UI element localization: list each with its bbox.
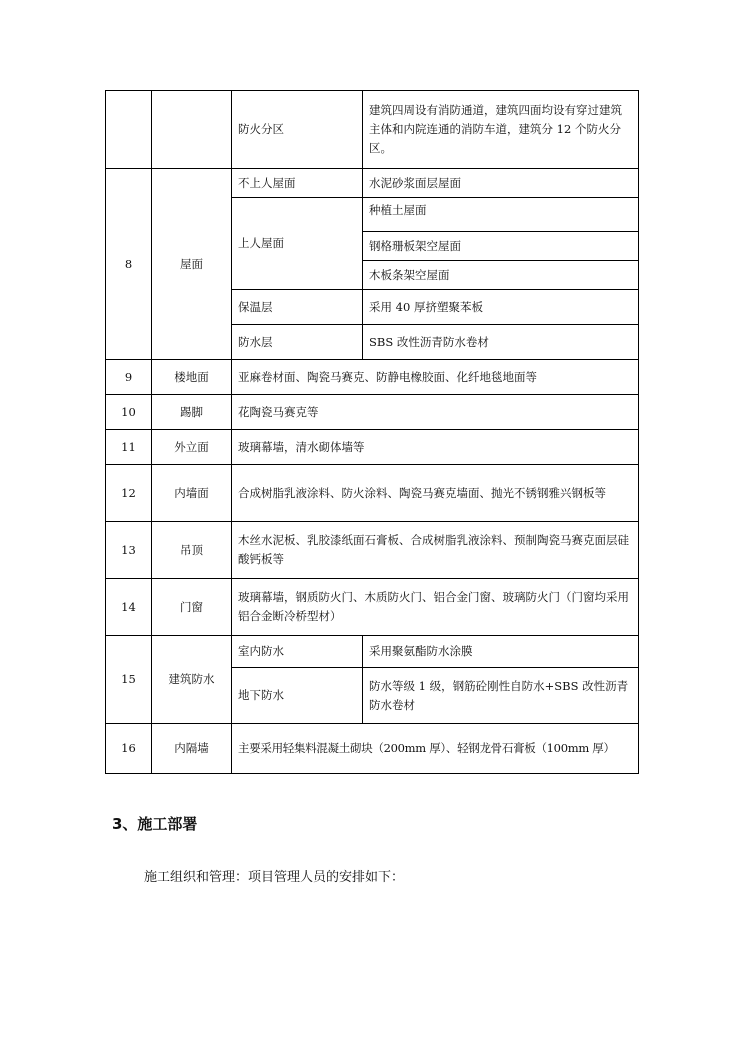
row-item-cell: 不上人屋面 [232, 169, 363, 198]
row-description-cell: 种植土屋面 [363, 198, 639, 232]
row-description-cell: 水泥砂浆面层屋面 [363, 169, 639, 198]
building-spec-table [105, 90, 639, 774]
row-description-cell: 木丝水泥板、乳胶漆纸面石膏板、合成树脂乳液涂料、预制陶瓷马赛克面层硅酸钙板等 [232, 522, 639, 579]
row-item-cell: 防火分区 [232, 91, 363, 169]
table-row [106, 724, 639, 774]
row-item-cell: 上人屋面 [232, 198, 363, 290]
row-number-cell: 8 [106, 169, 152, 360]
row-description-cell: 亚麻卷材面、陶瓷马赛克、防静电橡胶面、化纤地毯地面等 [232, 360, 639, 395]
row-description-cell: 钢格珊板架空屋面 [363, 232, 639, 261]
row-number-cell: 9 [106, 360, 152, 395]
row-description-cell: 采用聚氨酯防水涂膜 [363, 636, 639, 668]
row-category-cell: 建筑防水 [152, 636, 232, 724]
row-description-cell: 合成树脂乳液涂料、防火涂料、陶瓷马赛克墙面、抛光不锈钢雅兴钢板等 [232, 465, 639, 522]
row-category-cell: 内墙面 [152, 465, 232, 522]
row-item-cell: 保温层 [232, 290, 363, 325]
row-number-cell: 16 [106, 724, 152, 774]
row-number-cell: 12 [106, 465, 152, 522]
row-description-cell: 主要采用轻集料混凝土砌块（200mm 厚）、轻钢龙骨石膏板（100mm 厚） [232, 724, 639, 774]
row-item-cell: 地下防水 [232, 668, 363, 724]
body-paragraph: 施工组织和管理：项目管理人员的安排如下： [144, 870, 405, 885]
table-row [106, 636, 639, 668]
row-number-cell: 13 [106, 522, 152, 579]
row-category-cell: 楼地面 [152, 360, 232, 395]
row-number-cell [106, 91, 152, 169]
row-description-cell: 玻璃幕墙，钢质防火门、木质防火门、铝合金门窗、玻璃防火门（门窗均采用铝合金断冷桥型材） [232, 579, 639, 636]
row-category-cell: 内隔墙 [152, 724, 232, 774]
table-row [106, 465, 639, 522]
table-row [106, 430, 639, 465]
row-item-cell: 室内防水 [232, 636, 363, 668]
table-row [106, 360, 639, 395]
row-description-cell: 玻璃幕墙，清水砌体墙等 [232, 430, 639, 465]
row-category-cell: 吊顶 [152, 522, 232, 579]
row-category-cell: 屋面 [152, 169, 232, 360]
row-description-cell: 防水等级 1 级，钢筋砼刚性自防水+SBS 改性沥青防水卷材 [363, 668, 639, 724]
row-category-cell: 门窗 [152, 579, 232, 636]
table-row [106, 522, 639, 579]
row-number-cell: 10 [106, 395, 152, 430]
section-heading: 3、施工部署 [112, 815, 198, 833]
row-category-cell: 外立面 [152, 430, 232, 465]
row-description-cell: 木板条架空屋面 [363, 261, 639, 290]
row-description-cell: 建筑四周设有消防通道，建筑四面均设有穿过建筑主体和内院连通的消防车道，建筑分 12 个防火分区。 [363, 91, 639, 169]
row-description-cell: 采用 40 厚挤塑聚苯板 [363, 290, 639, 325]
row-category-cell: 踢脚 [152, 395, 232, 430]
row-description-cell: 花陶瓷马赛克等 [232, 395, 639, 430]
row-number-cell: 11 [106, 430, 152, 465]
table-row [106, 91, 639, 169]
row-description-cell: SBS 改性沥青防水卷材 [363, 325, 639, 360]
table-row [106, 169, 639, 198]
row-number-cell: 14 [106, 579, 152, 636]
table-row [106, 395, 639, 430]
row-category-cell [152, 91, 232, 169]
row-item-cell: 防水层 [232, 325, 363, 360]
row-number-cell: 15 [106, 636, 152, 724]
table-row [106, 579, 639, 636]
